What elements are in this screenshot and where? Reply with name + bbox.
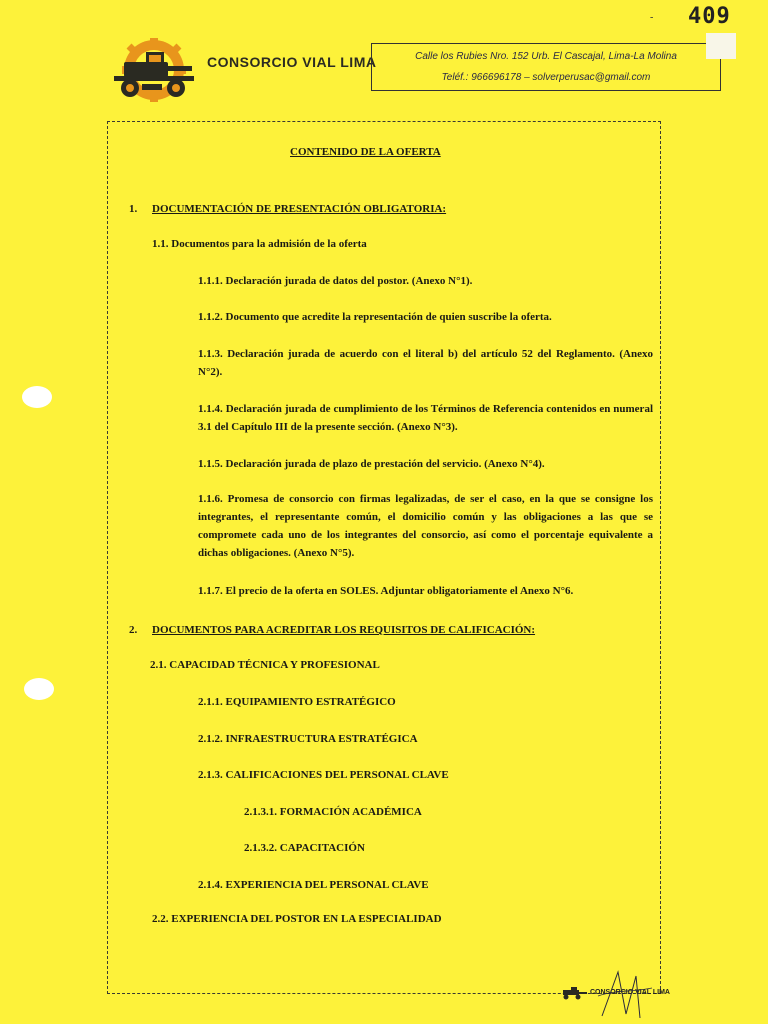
list-item: 2.1.3.1. FORMACIÓN ACADÉMICA (244, 806, 422, 818)
punch-hole (24, 678, 54, 700)
list-item: 2.1.3.2. CAPACITACIÓN (244, 842, 365, 854)
address-line: Calle los Rubies Nro. 152 Urb. El Cascajal, Lima-La Molina (415, 51, 677, 62)
section-number: 1. (129, 203, 138, 215)
section-number: 2. (129, 624, 138, 636)
subsection-heading: 1.1. Documentos para la admisión de la oferta (152, 238, 367, 250)
phone-email-line: Teléf.: 966696178 – solverperusac@gmail.com (441, 72, 651, 83)
list-item: 2.1.1. EQUIPAMIENTO ESTRATÉGICO (198, 696, 396, 708)
correction-patch (706, 33, 736, 59)
footer-brand: CONSORCIO VIAL LIMA (590, 989, 670, 996)
list-item: 1.1.3. Declaración jurada de acuerdo con el literal b) del artículo 52 del Reglamento. (Anexo N°2). (198, 348, 653, 378)
list-item: 1.1.7. El precio de la oferta en SOLES. Adjuntar obligatoriamente el Anexo N°6. (198, 585, 574, 597)
contact-box (371, 43, 721, 91)
consortium-logo-icon (108, 38, 200, 102)
list-item: 2.1.2. INFRAESTRUCTURA ESTRATÉGICA (198, 733, 418, 745)
footer-logo-icon (560, 986, 588, 1000)
list-item: 2.1.3. CALIFICACIONES DEL PERSONAL CLAVE (198, 769, 449, 781)
list-item: 1.1.1. Declaración jurada de datos del postor. (Anexo N°1). (198, 275, 473, 287)
list-item: 1.1.2. Documento que acredite la representación de quien suscribe la oferta. (198, 311, 552, 323)
punch-hole (22, 386, 52, 408)
subsection-heading: 2.1. CAPACIDAD TÉCNICA Y PROFESIONAL (150, 659, 380, 671)
list-item: 1.1.5. Declaración jurada de plazo de prestación del servicio. (Anexo N°4). (198, 458, 545, 470)
subsection-heading: 2.2. EXPERIENCIA DEL POSTOR EN LA ESPECIALIDAD (152, 913, 442, 925)
list-item: 1.1.4. Declaración jurada de cumplimiento de los Términos de Referencia contenidos en numeral 3.1 del Capítulo III de la presente sección. (Anexo N°3). (198, 403, 653, 433)
list-item: 1.1.6. Promesa de consorcio con firmas legalizadas, de ser el caso, en la que se consigne los integrantes, el representante común, el domicilio común y las obligaciones a las que se compromete cada uno de los integrantes del consorcio, así como el porcentaje equivalente a dichas obligaciones. (Anexo N°5). (198, 493, 653, 559)
brand-name: CONSORCIO VIAL LIMA (207, 54, 377, 70)
handwritten-page-number: 409 (688, 4, 731, 29)
list-item: 2.1.4. EXPERIENCIA DEL PERSONAL CLAVE (198, 879, 429, 891)
page-tick-mark: - (650, 12, 654, 23)
section-heading: DOCUMENTACIÓN DE PRESENTACIÓN OBLIGATORIA: (152, 203, 447, 215)
signature-icon (596, 966, 656, 1020)
document-title: CONTENIDO DE LA OFERTA (290, 146, 441, 158)
section-heading: DOCUMENTOS PARA ACREDITAR LOS REQUISITOS DE CALIFICACIÓN: (152, 624, 536, 636)
